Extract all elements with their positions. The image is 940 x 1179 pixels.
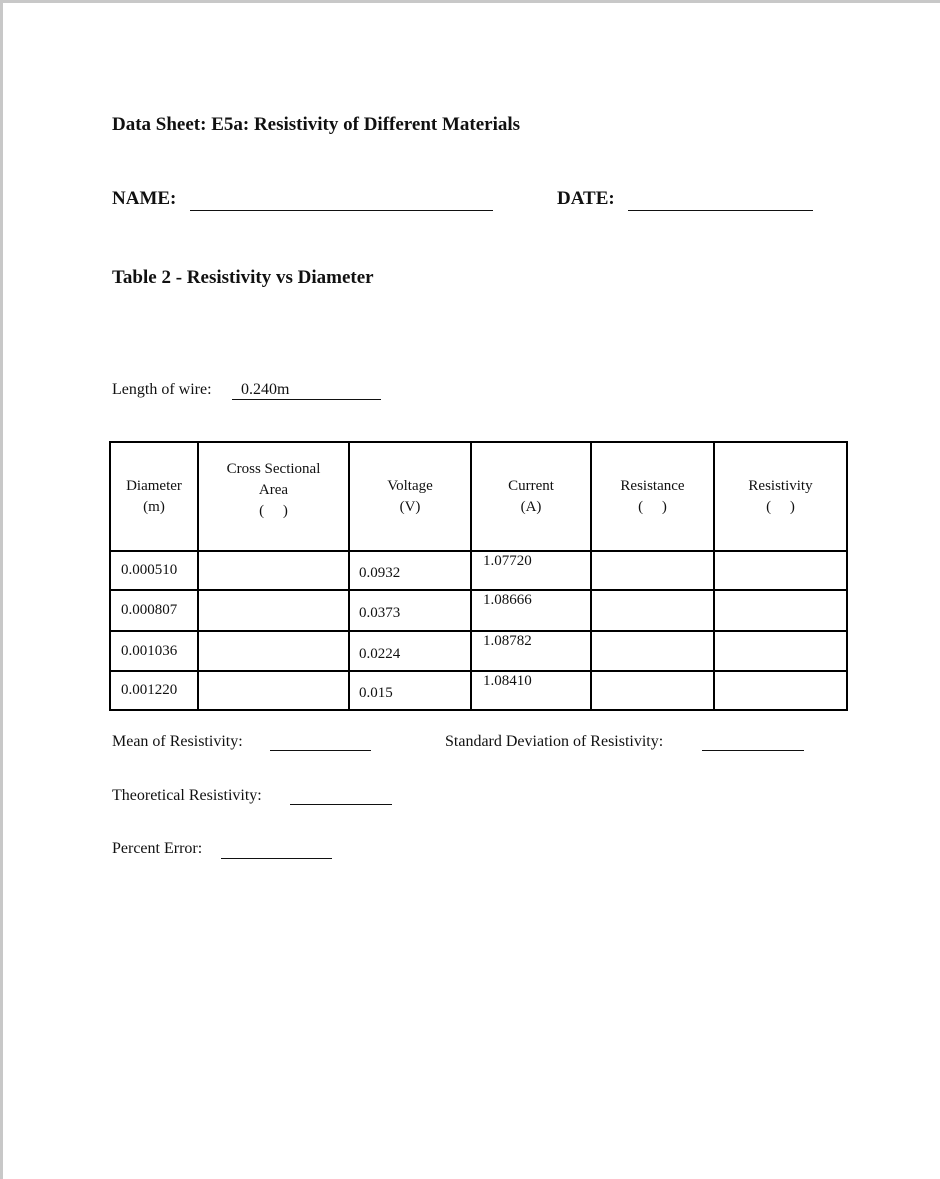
cell-resistivity[interactable] <box>714 671 847 710</box>
mean-resistivity-label: Mean of Resistivity: <box>112 733 243 750</box>
header-area-unit: ( ) <box>259 503 288 519</box>
table-row <box>110 551 847 590</box>
header-current-line1: Current <box>508 477 554 494</box>
header-voltage-line1: Voltage <box>387 477 433 494</box>
theoretical-resistivity-label: Theoretical Resistivity: <box>112 787 262 804</box>
cell-area[interactable] <box>198 671 349 710</box>
header-resistance <box>591 442 714 551</box>
header-voltage-unit: (V) <box>399 498 421 515</box>
cell-current: 1.08666 <box>471 590 591 631</box>
date-field-line[interactable] <box>628 210 813 211</box>
cell-area[interactable] <box>198 590 349 631</box>
percent-error-label: Percent Error: <box>112 840 203 857</box>
cell-voltage: 0.0373 <box>349 590 471 631</box>
cell-voltage: 0.015 <box>349 671 471 710</box>
cell-current: 1.07720 <box>471 551 591 590</box>
header-area-line2: Area <box>258 482 289 498</box>
header-resistance-unit: ( ) <box>638 498 667 515</box>
header-current-unit: (A) <box>520 498 542 515</box>
header-diameter <box>110 442 198 551</box>
table-title: Table 2 - Resistivity vs Diameter <box>112 267 374 288</box>
cell-voltage: 0.0224 <box>349 631 471 671</box>
std-deviation-field-line[interactable] <box>702 750 804 751</box>
header-resistivity-unit: ( ) <box>766 498 795 515</box>
cell-resistance[interactable] <box>591 590 714 631</box>
header-resistivity <box>714 442 847 551</box>
mean-resistivity-field-line[interactable] <box>270 750 371 751</box>
percent-error-field-line[interactable] <box>221 858 332 859</box>
cell-resistance[interactable] <box>591 551 714 590</box>
header-resistance-line1: Resistance <box>620 477 685 494</box>
header-diameter-unit: (m) <box>143 498 165 515</box>
cell-diameter: 0.001220 <box>110 671 198 710</box>
cell-area[interactable] <box>198 631 349 671</box>
cell-diameter: 0.001036 <box>110 631 198 671</box>
cell-resistivity[interactable] <box>714 551 847 590</box>
header-diameter-line1: Diameter <box>126 477 182 494</box>
table-row <box>110 671 847 710</box>
header-current <box>471 442 591 551</box>
cell-diameter: 0.000807 <box>110 590 198 631</box>
header-resistivity-line1: Resistivity <box>748 477 813 494</box>
theoretical-resistivity-field-line[interactable] <box>290 804 392 805</box>
header-area-line1: Cross Sectional <box>226 461 321 477</box>
cell-current: 1.08410 <box>471 671 591 710</box>
cell-resistance[interactable] <box>591 631 714 671</box>
resistivity-table <box>109 441 848 711</box>
cell-resistance[interactable] <box>591 671 714 710</box>
cell-diameter: 0.000510 <box>110 551 198 590</box>
table-row <box>110 631 847 671</box>
header-voltage <box>349 442 471 551</box>
length-field-line[interactable] <box>232 399 381 400</box>
cell-voltage: 0.0932 <box>349 551 471 590</box>
cell-resistivity[interactable] <box>714 631 847 671</box>
length-value: 0.240m <box>241 381 290 398</box>
date-label: DATE: <box>557 188 615 209</box>
table-header-row <box>110 442 847 551</box>
header-area <box>198 442 349 551</box>
cell-resistivity[interactable] <box>714 590 847 631</box>
table-row <box>110 590 847 631</box>
std-deviation-label: Standard Deviation of Resistivity: <box>445 733 664 750</box>
name-label: NAME: <box>112 188 177 209</box>
cell-current: 1.08782 <box>471 631 591 671</box>
sheet-title: Data Sheet: E5a: Resistivity of Different Materials <box>112 114 521 135</box>
name-field-line[interactable] <box>190 210 493 211</box>
length-label: Length of wire: <box>112 381 212 398</box>
cell-area[interactable] <box>198 551 349 590</box>
